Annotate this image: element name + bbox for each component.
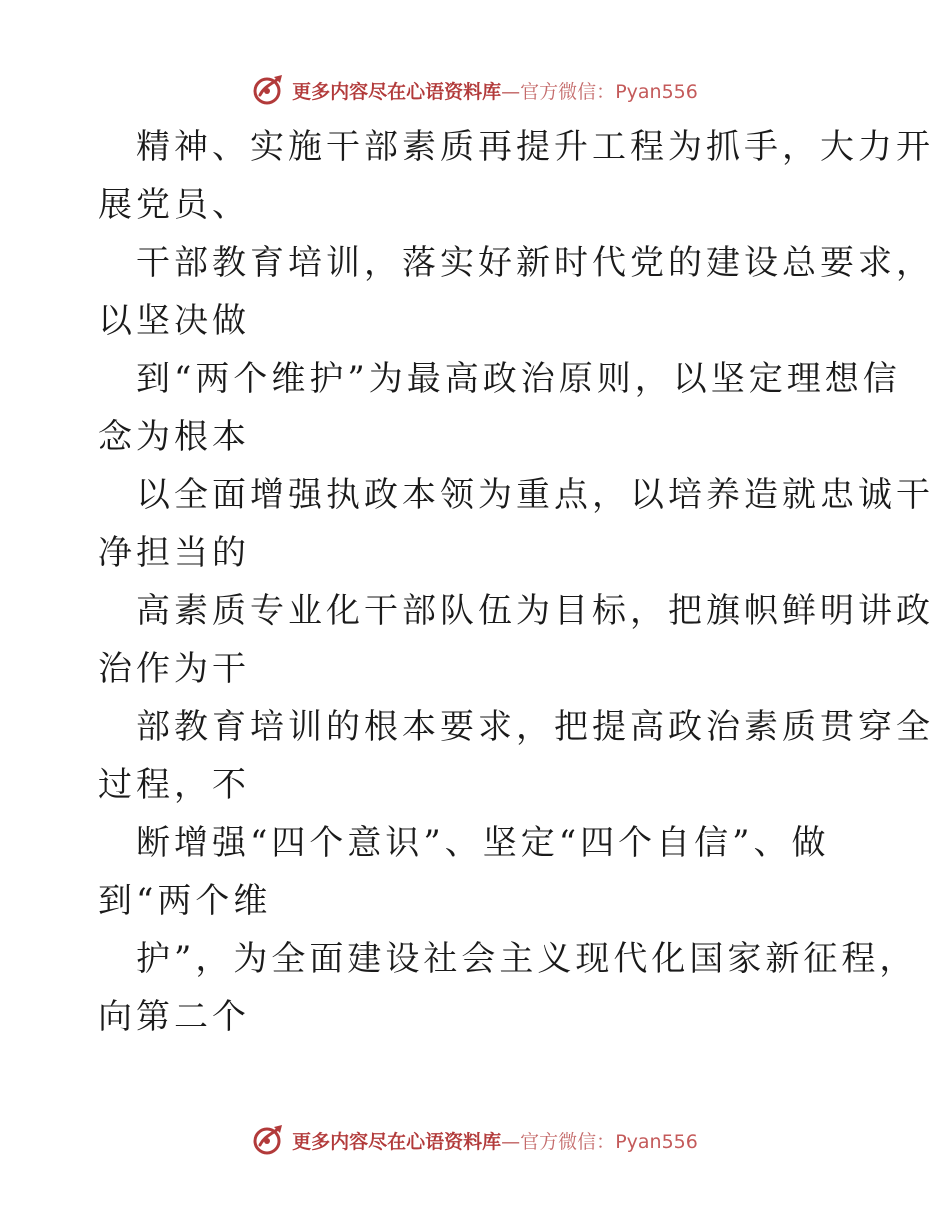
paragraph-line xyxy=(98,466,934,582)
paragraph-line xyxy=(98,118,934,234)
line-first: 以全面增强执政本领为重点，以培养造就忠诚干 xyxy=(136,475,934,515)
footer-watermark xyxy=(0,1120,950,1160)
watermark-dash: — xyxy=(501,80,521,103)
line-first: 断增强“四个意识”、坚定“四个自信”、做 xyxy=(136,823,830,863)
watermark-dash: — xyxy=(501,1130,521,1153)
line-wrap: 到“两个维 xyxy=(98,881,272,921)
line-wrap: 念为根本 xyxy=(98,417,250,457)
line-wrap: 向第二个 xyxy=(98,997,250,1037)
document-body xyxy=(98,118,934,1046)
watermark-official-label: 官方微信： xyxy=(520,80,616,103)
line-first: 精神、实施干部素质再提升工程为抓手，大力开 xyxy=(136,127,934,167)
header-watermark xyxy=(0,70,950,110)
line-first: 到“两个维护”为最高政治原则，以坚定理想信 xyxy=(136,359,901,399)
line-wrap: 展党员、 xyxy=(98,185,250,225)
line-wrap: 治作为干 xyxy=(98,649,250,689)
watermark-brand: 更多内容尽在心语资料库 xyxy=(292,1130,502,1153)
line-wrap: 过程，不 xyxy=(98,765,250,805)
paragraph-line xyxy=(98,930,918,1046)
line-wrap: 净担当的 xyxy=(98,533,250,573)
watermark-brand: 更多内容尽在心语资料库 xyxy=(292,80,502,103)
watermark-account: Pyan556 xyxy=(615,80,698,103)
watermark-account: Pyan556 xyxy=(615,1130,698,1153)
paragraph-line xyxy=(98,698,934,814)
line-first: 护”，为全面建设社会主义现代化国家新征程， xyxy=(136,939,918,979)
paragraph-line xyxy=(98,814,858,930)
line-wrap: 以坚决做 xyxy=(98,301,250,341)
watermark-official-label: 官方微信： xyxy=(520,1130,616,1153)
paragraph-line xyxy=(98,582,934,698)
watermark-text xyxy=(292,1127,698,1154)
pen-nib-swirl-icon xyxy=(252,73,286,107)
paragraph-line xyxy=(98,350,901,466)
line-first: 高素质专业化干部队伍为目标，把旗帜鲜明讲政 xyxy=(136,591,934,631)
line-first: 部教育培训的根本要求，把提高政治素质贯穿全 xyxy=(136,707,934,747)
line-first: 干部教育培训，落实好新时代党的建设总要求， xyxy=(136,243,934,283)
paragraph-line xyxy=(98,234,934,350)
pen-nib-swirl-icon xyxy=(252,1123,286,1157)
watermark-text xyxy=(292,77,698,104)
